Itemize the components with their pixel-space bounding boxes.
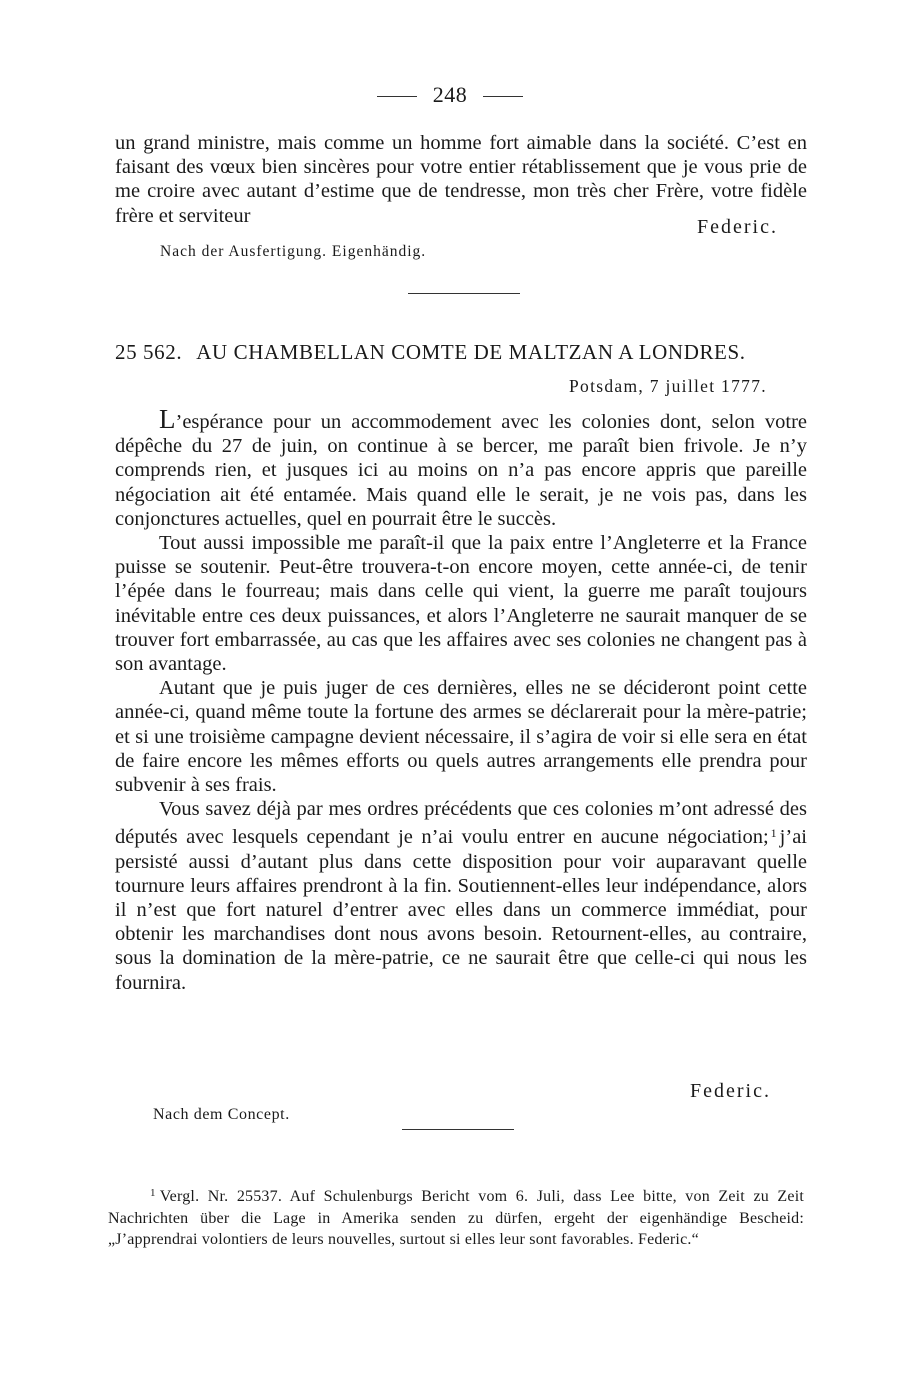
page-number-dash-right	[483, 96, 523, 97]
page-number-dash-left	[377, 96, 417, 97]
letter-number: 25 562.	[115, 340, 183, 364]
continuation-source-note: Nach der Ausfertigung. Eigenhändig.	[160, 243, 427, 260]
continuation-text	[115, 131, 807, 228]
page-number-line	[0, 82, 900, 108]
paragraph-4-text-a: Vous savez déjà par mes ordres précédents que ces colonies m’ont adressé des députés avec lesquels cependant je n’ai voulu entrer en aucune négociation;	[115, 798, 807, 849]
initial-letter: L	[159, 404, 176, 434]
letter-dateline: Potsdam, 7 juillet 1777.	[569, 376, 767, 396]
continuation-signature: Federic.	[697, 216, 778, 238]
footnote-text: Vergl. Nr. 25537. Auf Schulenburgs Bericht vom 6. Juli, dass Lee bitte, von Zeit zu Zeit Nachrichten über die Lage in Amerika senden zu dürfen, ergeht der eigenhändige Bescheid: „J’apprendrai volontiers de leurs nouvelles, surtout si elles leur sont favorables. Federic.“	[108, 1188, 804, 1248]
section-divider	[408, 293, 520, 294]
letter-signature: Federic.	[690, 1080, 771, 1102]
page-number: 248	[432, 82, 468, 107]
letter-body	[115, 404, 807, 995]
footnote	[108, 1183, 804, 1251]
paragraph-1-text: ’espérance pour un accommodement avec les colonies dont, selon votre dépêche du 27 de juin, on continue à se bercer, me paraît bien frivole. Je n’y comprends rien, et jusques ici au moins on n’a pas encore appris que pareille négociation ait été entamée. Mais quand elle le serait, je ne vois pas, dans les conjonctures actuelles, quel en pourrait être le succès.	[115, 411, 807, 530]
continuation-paragraph: un grand ministre, mais comme un homme fort aimable dans la société. C’est en faisant des vœux bien sincères pour votre entier rétablissement que je vous prie de me croire avec autant d’estime que de tendresse, mon très cher Frère, votre fidèle frère et serviteur	[115, 132, 807, 227]
footnote-divider	[402, 1129, 514, 1130]
letter-paragraph-3: Autant que je puis juger de ces dernières, elles ne se décideront point cette année-ci, quand même toute la fortune des armes se déclarerait pour la mère-patrie; et si une troisième campagne devient nécessaire, il s’agira de voir si elle sera en état de faire encore les mêmes efforts ou quels autres arrangements elle prendra pour subvenir à ses frais.	[115, 677, 807, 797]
letter-title: AU CHAMBELLAN COMTE DE MALTZAN A LONDRES.	[196, 340, 746, 364]
letter-paragraph-2: Tout aussi impossible me paraît-il que la paix entre l’Angleterre et la France puisse se soutenir. Peut-être trouvera-t-on encore moyen, cette année-ci, de tenir l’épée dans le fourreau; mais dans celle qui vient, la guerre me paraît toujours inévitable entre ces deux puissances, et alors l’Angleterre ne saurait manquer de se trouver fort embarrassée, au cas que les affaires avec ses colonies ne changent pas à son avantage.	[115, 532, 807, 676]
footnote-reference: 1	[770, 826, 777, 841]
letter-paragraph-4	[115, 797, 807, 995]
letter-source-note: Nach dem Concept.	[153, 1106, 290, 1123]
letter-paragraph-1	[115, 404, 807, 531]
paragraph-4-text-b: j’ai persisté aussi d’autant plus dans cette disposition pour voir auparavant quelle tournure leurs affaires prendront à la fin. Soutiennent-elles leur indépendance, alors il n’est que fort naturel d’entrer avec elles dans un commerce immédiat, pour obtenir les marchandises dont nous avons besoin. Retournent-elles, au contraire, sous la domination de la mère-patrie, ce ne saurait être que celle-ci qui nous les fournira.	[115, 826, 807, 994]
letter-heading	[115, 340, 815, 365]
footnote-mark: 1	[150, 1187, 156, 1199]
